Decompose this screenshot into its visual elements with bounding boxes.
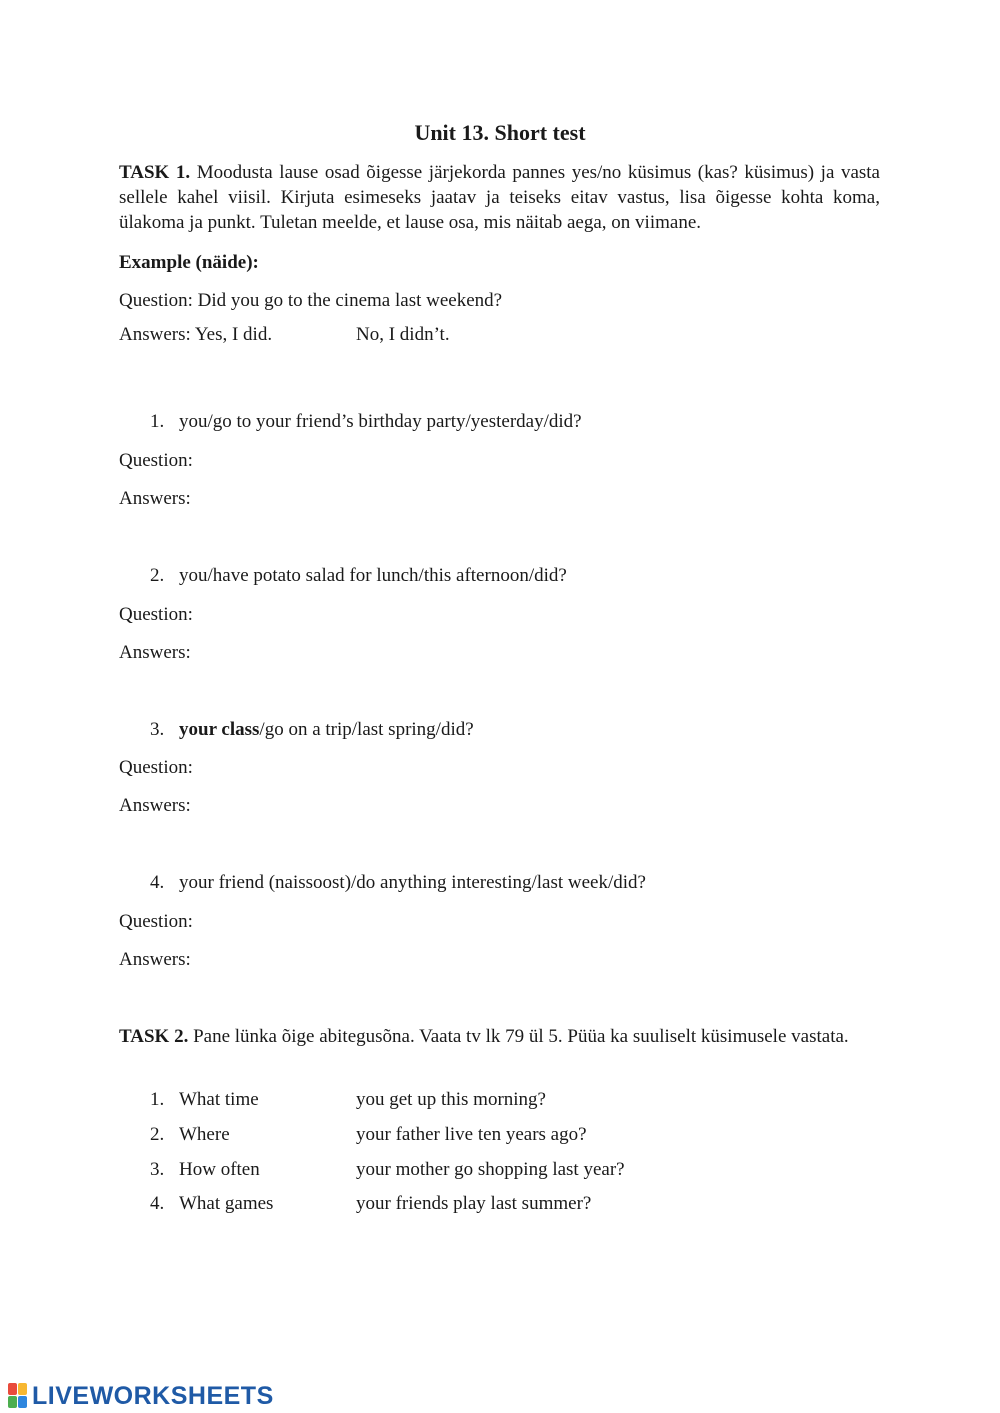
task2-item-rest: your mother go shopping last year? <box>356 1159 625 1180</box>
task1-item-number: 4. <box>150 872 165 893</box>
task2-item-rest: you get up this morning? <box>356 1089 546 1110</box>
task1-item-number: 3. <box>150 719 165 740</box>
example-answer-yes: Answers: Yes, I did. <box>119 324 273 345</box>
example-label: Example (näide): <box>119 252 259 273</box>
answers-label: Answers: <box>119 795 191 816</box>
page-title: Unit 13. Short test <box>414 120 586 145</box>
example-question: Question: Did you go to the cinema last weekend? <box>119 290 503 311</box>
task1-item-prompt: your friend (naissoost)/do anything interesting/last week/did? <box>179 872 646 893</box>
question-label: Question: <box>119 604 193 625</box>
liveworksheets-footer[interactable] <box>8 1380 274 1412</box>
task2-item-rest: your father live ten years ago? <box>356 1124 587 1145</box>
task1-instructions <box>119 160 880 235</box>
liveworksheets-brand: LIVEWORKSHEETS <box>32 1381 274 1410</box>
answers-label: Answers: <box>119 949 191 970</box>
task2-item-wh: Where <box>179 1124 230 1145</box>
task2-item-wh: What time <box>179 1089 259 1110</box>
task1-instruction-text: Moodusta lause osad õigesse järjekorda pannes yes/no küsimus (kas? küsimus) ja vasta sellele kahel viisil. Kirjuta esimeseks jaatav ja teiseks eitav vastus, lisa õigesse kohta koma, ülakoma ja punkt. Tuletan meelde, et lause osa, mis näitab aega, on viimane. <box>119 162 880 233</box>
question-label: Question: <box>119 450 193 471</box>
task2-instruction-text: Pane lünka õige abitegusõna. Vaata tv lk 79 ül 5. Püüa ka suuliselt küsimusele vastata. <box>188 1026 849 1047</box>
task1-item-prompt: you/go to your friend’s birthday party/yesterday/did? <box>179 411 582 432</box>
task2-instructions <box>119 1024 859 1049</box>
example-answer-no: No, I didn’t. <box>356 324 450 345</box>
task2-item-wh: What games <box>179 1193 274 1214</box>
task2-item-wh: How often <box>179 1159 260 1180</box>
task1-item-number: 2. <box>150 565 165 586</box>
answers-label: Answers: <box>119 488 191 509</box>
task2-item-number: 4. <box>150 1193 165 1214</box>
liveworksheets-logo-icon <box>8 1383 28 1409</box>
task1-item-number: 1. <box>150 411 165 432</box>
task2-item-number: 1. <box>150 1089 165 1110</box>
question-label: Question: <box>119 757 193 778</box>
task2-item-number: 3. <box>150 1159 165 1180</box>
task2-item-rest: your friends play last summer? <box>356 1193 592 1214</box>
task2-label: TASK 2. <box>119 1026 189 1047</box>
task1-item-prompt: you/have potato salad for lunch/this afternoon/did? <box>179 565 567 586</box>
task2-item-number: 2. <box>150 1124 165 1145</box>
answers-label: Answers: <box>119 642 191 663</box>
question-label: Question: <box>119 911 193 932</box>
task1-label: TASK 1. <box>119 162 191 183</box>
task1-item-prompt: your class/go on a trip/last spring/did? <box>179 719 474 740</box>
